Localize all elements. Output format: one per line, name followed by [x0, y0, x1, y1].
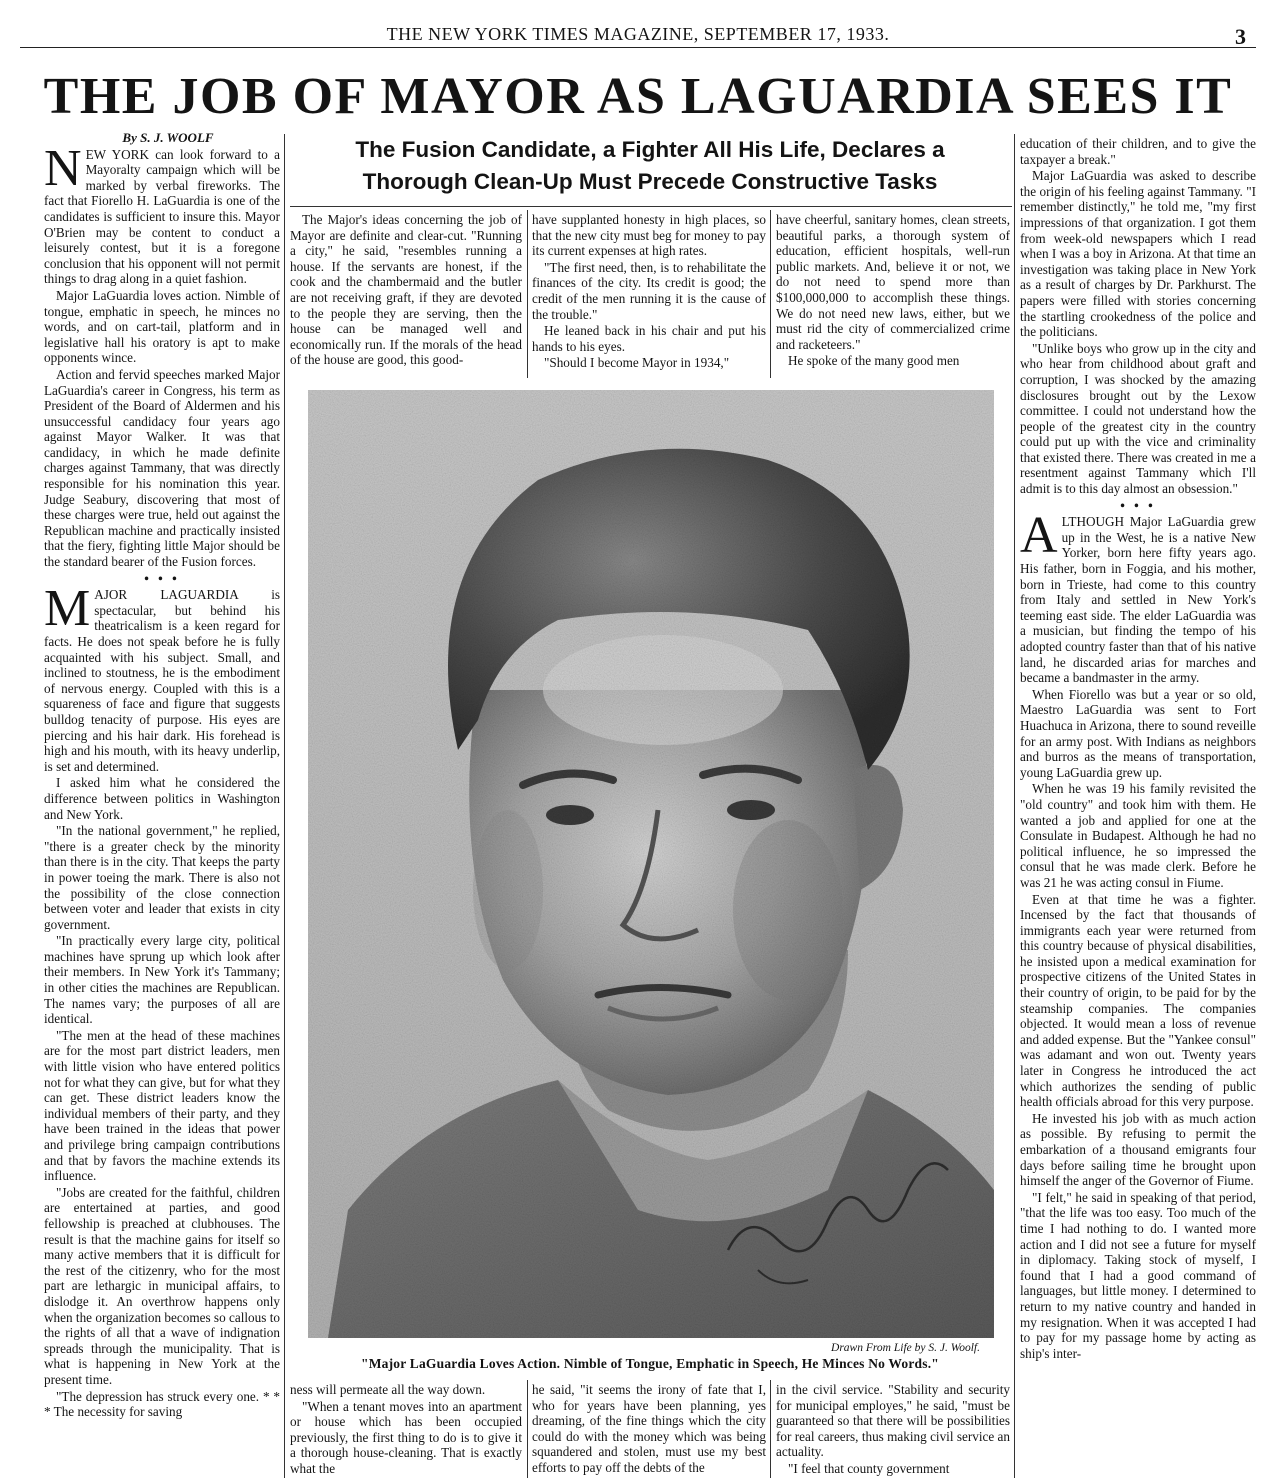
drop-cap: A	[1020, 507, 1058, 565]
paragraph: Major LaGuardia loves action. Nimble of tongue, emphatic in speech, he minces no words, and on cart-tail, platform and in legislative hall his oratory is apt to make opponents wince.	[44, 287, 280, 366]
paragraph-text: AJOR LAGUARDIA is spectacular, but behind his theatricalism is a keen regard for facts. He does not speak before he is fully acquainted with his subject. Small, and inclined to stoutness, he is the embodiment of nervous energy. Coupled with this is a squareness of face and figure that suggests bulldog tenacity of purpose. His eyes are piercing and his hair dark. His forehead is high and his mouth, with its heavy underlip, is set and determined.	[44, 587, 280, 774]
column-rule	[770, 210, 771, 378]
paragraph	[1020, 507, 1256, 686]
paragraph: he said, "it seems the irony of fate that I, who for years have been planning, yes dreaming, of the fine things which the city could do with the money which was being squandered and stolen, must use my best efforts to pay off the debts of the	[532, 1382, 766, 1475]
paragraph: "In the national government," he replied, "there is a greater check by the minority than there is in the city. That keeps the party in power toeing the mark. There is also not the possibility of the close connection between voter and leader that exists in city government.	[44, 823, 280, 932]
paragraph: "Jobs are created for the faithful, children are entertained at parties, and good fellowship is preached at clubhouses. The result is that the machine gains for itself so many active members that it is difficult for the rest of the citizenry, who for the most part are lethargic in municipal affairs, to dislodge it. An overthrow happens only when the organization becomes so callous to the rights of all that a wave of indignation spreads through the municipality. That is what is happening in New York at the present time.	[44, 1184, 280, 1387]
subhead-rule	[290, 206, 1012, 207]
subhead	[290, 134, 1010, 206]
subhead-line-1: The Fusion Candidate, a Fighter All His Life, Declares a	[355, 137, 945, 162]
paragraph: in the civil service. "Stability and security for municipal employes," he said, "must be guaranteed so that there will be possibilities for real careers, thus making civil service an actuality.	[776, 1382, 1010, 1460]
paragraph-text: LTHOUGH Major LaGuardia grew up in the West, he is a native New Yorker, born here fifty years ago. His father, born in Foggia, and his mother, born in Trieste, had come to this country from Italy and settled in New York's teeming east side. The elder LaGuardia was a musician, but finding the tempo of his adopted country faster than that of his native land, he discarded arias for marches and became a bandmaster in the army.	[1020, 514, 1256, 686]
page-number: 3	[1235, 24, 1246, 49]
column-rule	[1014, 134, 1015, 1478]
paragraph-text: EW YORK can look forward to a Mayoralty campaign which will be marked by verbal fireworks. The fact that Fiorello H. LaGuardia is one of the candidates is sufficient to insure this. Mayor O'Brien may be content to conduct a leisurely contest, but it is a foregone conclusion that his opponent will not permit things to drag along in a quiet fashion.	[44, 146, 280, 287]
article-column-2-top	[290, 212, 522, 378]
masthead-title: THE NEW YORK TIMES MAGAZINE, SEPTEMBER 17, 1933.	[386, 24, 890, 44]
article-column-5	[1020, 136, 1256, 1478]
paragraph: ness will permeate all the way down.	[290, 1382, 486, 1397]
paragraph: He invested his job with as much action as possible. By refusing to permit the embarkation of a thousand emigrants four days before sailing time he brought upon himself the anger of the Governor of Fiume.	[1020, 1110, 1256, 1189]
paragraph: "The first need, then, is to rehabilitate the finances of the city. Its credit is good; the credit of the men running it is the cause of the trouble."	[532, 259, 766, 322]
portrait-drawing	[308, 390, 994, 1338]
section-break: • • •	[144, 570, 180, 586]
article-column-3-bottom	[532, 1382, 766, 1478]
section-break: • • •	[1120, 497, 1156, 513]
paragraph: "In practically every large city, political machines have sprung up which look after their members. In New York it's Tammany; in other cities the machines are Republican. The names vary; the purposes of all are identical.	[44, 933, 280, 1027]
column-rule	[527, 210, 528, 378]
article-column-4-bottom	[776, 1382, 1010, 1478]
headline: THE JOB OF MAYOR AS LAGUARDIA SEES IT	[43, 68, 1233, 125]
paragraph: I asked him what he considered the difference between politics in Washington and New York.	[44, 775, 280, 822]
paragraph: The Major's ideas concerning the job of Mayor are definite and clear-cut. "Running a city," he said, "resembles running a house. If the servants are honest, if the cook and the chambermaid and the butler are not receiving graft, if they are devoted to the people they are serving, then the house can be managed well and economically run. If the morals of the head of the house are good, this good-	[290, 212, 522, 368]
paragraph: education of their children, and to give the taxpayer a break."	[1020, 136, 1256, 167]
column-rule	[770, 1380, 771, 1478]
column-rule	[527, 1380, 528, 1478]
paragraph: have supplanted honesty in high places, so that the new city must beg for money to pay its current expenses at high rates.	[532, 212, 766, 259]
subhead-line-2: Thorough Clean-Up Must Precede Constructive Tasks	[362, 169, 938, 194]
drop-cap: M	[44, 580, 91, 638]
paragraph: When Fiorello was but a year or so old, Maestro LaGuardia was sent to Fort Huachuca in Arizona, there to sound reveille for an army post. With Indians as neighbors and burros as the means of transportation, young LaGuardia grew up.	[1020, 686, 1256, 780]
paragraph	[44, 580, 280, 774]
paragraph	[44, 139, 280, 287]
paragraph: Major LaGuardia was asked to describe the origin of his feeling against Tammany. "I remember distinctly," he told me, "my first impressions of that organization. I got them from week-old newspapers which I read when I was a boy in Arizona. At that time an investigation was taking place in New York as a result of charges by Dr. Parkhurst. The papers were filled with stories concerning the startling crookedness of the police and the politicians.	[1020, 168, 1256, 340]
paragraph: "The depression has struck every one. * * * The necessity for saving	[44, 1388, 280, 1420]
paragraph: He spoke of the many good men	[788, 353, 960, 369]
paragraph: He leaned back in his chair and put his hands to his eyes.	[532, 323, 766, 354]
article-column-4-top	[776, 212, 1010, 378]
paragraph: "Should I become Mayor in 1934,"	[544, 355, 730, 371]
portrait-svg	[308, 390, 994, 1338]
paragraph: When he was 19 his family revisited the "old country" and took him with them. He wanted a job and applied for one at the Consulate in Budapest. Although he had no political influence, he so impressed the consul that he was made clerk. Before he was 21 he was acting consul in Fiume.	[1020, 781, 1256, 890]
article-column-1	[44, 130, 280, 1478]
paragraph: have cheerful, sanitary homes, clean streets, beautiful parks, a thorough system of education, efficient hospitals, well-run public markets. And, believe it or not, we do not need to spend more than $100,000,000 to accomplish these things. We do not need new laws, either, but we must rid the city of commercialized crime and racketeers."	[776, 212, 1010, 352]
figure-caption: "Major LaGuardia Loves Action. Nimble of Tongue, Emphatic in Speech, He Minces No Words."	[361, 1356, 939, 1371]
article-column-3-top	[532, 212, 766, 378]
paragraph: "I felt," he said in speaking of that period, "that the life was too easy. Too much of the time I had nothing to do. I wanted more action and I did not see a future for myself in diplomacy. Taking stock of myself, I found that I had a good command of languages, but little money. I determined to return to my native country and handed in my resignation. When it was accepted I had to pay for my passage home by acting as ship's inter-	[1020, 1189, 1256, 1361]
paragraph: "Unlike boys who grow up in the city and who hear from childhood about graft and corruption, I was shocked by the amazing disclosures brought out by the Lexow committee. I could not understand how the people of the greatest city in the country could put up with the vice and criminality that existed there. There was created in me a resentment against Tammany which I'll admit is to this day almost an obsession."	[1020, 340, 1256, 497]
paragraph: "The men at the head of these machines are for the most part district leaders, men with little vision who have entered politics not for what they can give, but for what they can get. These district leaders know the individual members of their party, and they have been trained in the ideas that power and privilege bring campaign contributions and that by favors the machine extends its influence.	[44, 1027, 280, 1184]
illustration-credit: Drawn From Life by S. J. Woolf.	[831, 1342, 980, 1354]
masthead	[20, 18, 1256, 48]
paragraph: Even at that time he was a fighter. Incensed by the fact that thousands of immigrants each year were returned from this country because of physical disabilities, he insisted upon a medical examination for prospective citizens of the United States in their country of origin, to be paid for by the steamship companies. The companies objected. It would mean a loss of revenue and added expense. But the "Yankee consul" was adamant and won out. Twenty years later in Congress he introduced the act which authorizes the sending of public health officials abroad for this very purpose.	[1020, 891, 1256, 1110]
article-column-2-bottom	[290, 1382, 522, 1478]
drop-cap: N	[44, 139, 82, 197]
column-rule	[284, 134, 285, 1478]
paragraph: "When a tenant moves into an apartment or house which has been occupied previously, the first thing to do is to give it a thorough house-cleaning. That is exactly what the	[290, 1398, 522, 1476]
paragraph: "I feel that county government	[788, 1460, 950, 1476]
byline: By S. J. WOOLF	[122, 130, 214, 145]
paragraph: Action and fervid speeches marked Major LaGuardia's career in Congress, his term as President of the Board of Aldermen and his unsuccessful candidacy four years ago against Mayor Walker. It was that candidacy, in which he made definite charges against Tammany, that was directly responsible for his nomination this year. Judge Seabury, discovering that most of these charges were true, held out against the Republican machine and practically insisted that the fiery, fighting little Major should be the standard bearer of the Fusion forces.	[44, 366, 280, 570]
